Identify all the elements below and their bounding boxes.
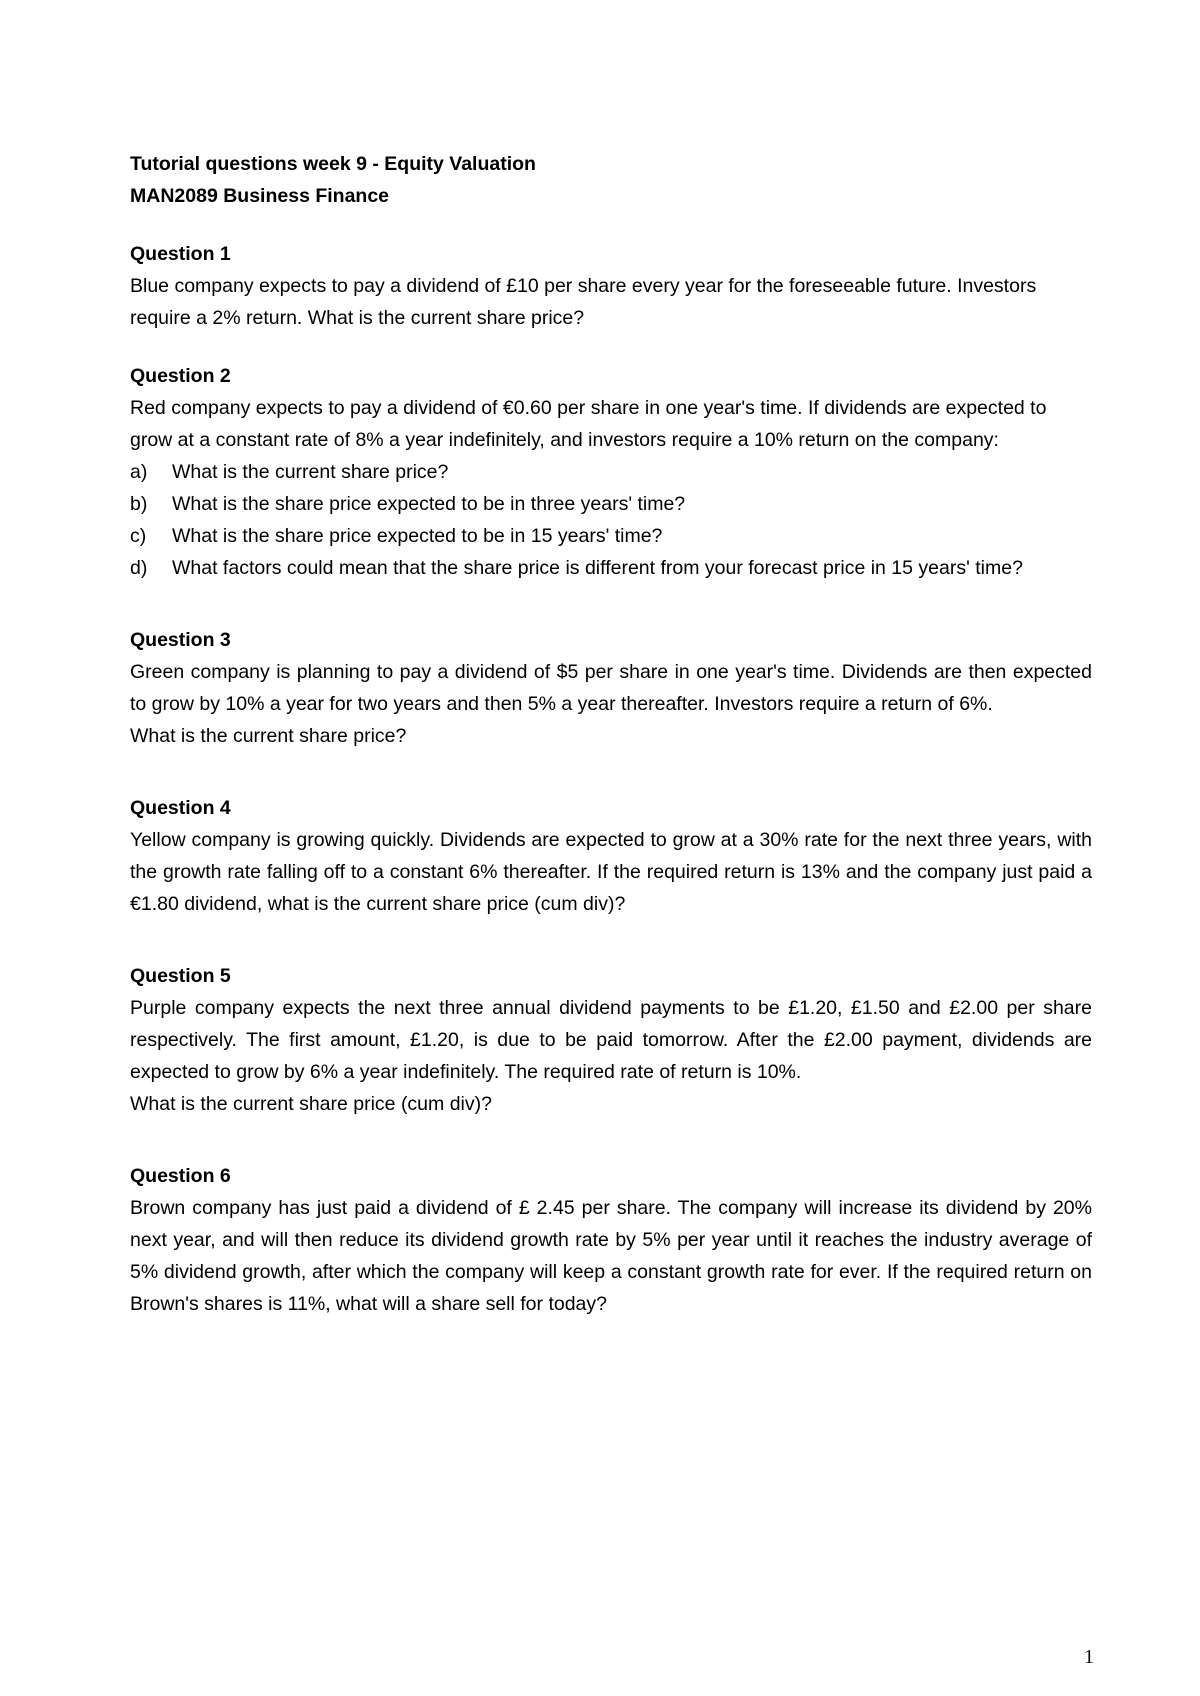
sub-question-text: What is the share price expected to be in 15 years' time? xyxy=(172,525,663,547)
question-4 xyxy=(130,792,1092,920)
page-number: 1 xyxy=(1084,1646,1094,1668)
question-text: Blue company expects to pay a dividend of £10 per share every year for the foreseeable future. Investors require a 2% return. What is the current share price? xyxy=(130,275,1037,329)
question-2 xyxy=(130,360,1092,584)
question-text: Green company is planning to pay a dividend of $5 per share in one year's time. Dividends are then expected to grow by 10% a year for two years and then 5% a year thereafter. Investors require a return of 6%. xyxy=(130,661,1092,715)
sub-question xyxy=(130,456,1092,488)
sub-question-marker: a) xyxy=(130,461,148,483)
document-page xyxy=(130,148,1092,1320)
sub-question-text: What is the current share price? xyxy=(172,461,449,483)
question-text: Red company expects to pay a dividend of €0.60 per share in one year's time. If dividends are expected to grow at a constant rate of 8% a year indefinitely, and investors require a 10% return on the company: xyxy=(130,397,1047,451)
sub-question-marker: c) xyxy=(130,525,147,547)
question-1 xyxy=(130,238,1092,334)
question-3 xyxy=(130,624,1092,752)
question-text: Purple company expects the next three annual dividend payments to be £1.20, £1.50 and £2.00 per share respectively. The first amount, £1.20, is due to be paid tomorrow. After the £2.00 payment, dividends are expected to grow by 6% a year indefinitely. The required rate of return is 10%. xyxy=(130,997,1092,1083)
question-heading: Question 5 xyxy=(130,965,231,987)
sub-question-marker: d) xyxy=(130,557,148,579)
sub-question xyxy=(130,488,1092,520)
question-heading: Question 1 xyxy=(130,243,231,265)
sub-question-text: What factors could mean that the share price is different from your forecast price in 15 years' time? xyxy=(172,557,1023,579)
question-6 xyxy=(130,1160,1092,1320)
sub-question-list xyxy=(130,456,1092,584)
document-title: Tutorial questions week 9 - Equity Valuation xyxy=(130,153,536,175)
sub-question-marker: b) xyxy=(130,493,148,515)
question-text: What is the current share price? xyxy=(130,725,407,747)
question-text: Brown company has just paid a dividend of £ 2.45 per share. The company will increase its dividend by 20% next year, and will then reduce its dividend growth rate by 5% per year until it reaches the industry average of 5% dividend growth, after which the company will keep a constant growth rate for ever. If the required return on Brown's shares is 11%, what will a share sell for today? xyxy=(130,1197,1092,1315)
question-heading: Question 2 xyxy=(130,365,231,387)
question-heading: Question 3 xyxy=(130,629,231,651)
question-heading: Question 4 xyxy=(130,797,231,819)
course-title: MAN2089 Business Finance xyxy=(130,185,390,207)
question-text: Yellow company is growing quickly. Dividends are expected to grow at a 30% rate for the next three years, with the growth rate falling off to a constant 6% thereafter. If the required return is 13% and the company just paid a €1.80 dividend, what is the current share price (cum div)? xyxy=(130,829,1092,915)
sub-question xyxy=(130,520,1092,552)
question-5 xyxy=(130,960,1092,1120)
question-text: What is the current share price (cum div)? xyxy=(130,1093,492,1115)
question-heading: Question 6 xyxy=(130,1165,231,1187)
sub-question xyxy=(130,552,1092,584)
sub-question-text: What is the share price expected to be in three years' time? xyxy=(172,493,686,515)
